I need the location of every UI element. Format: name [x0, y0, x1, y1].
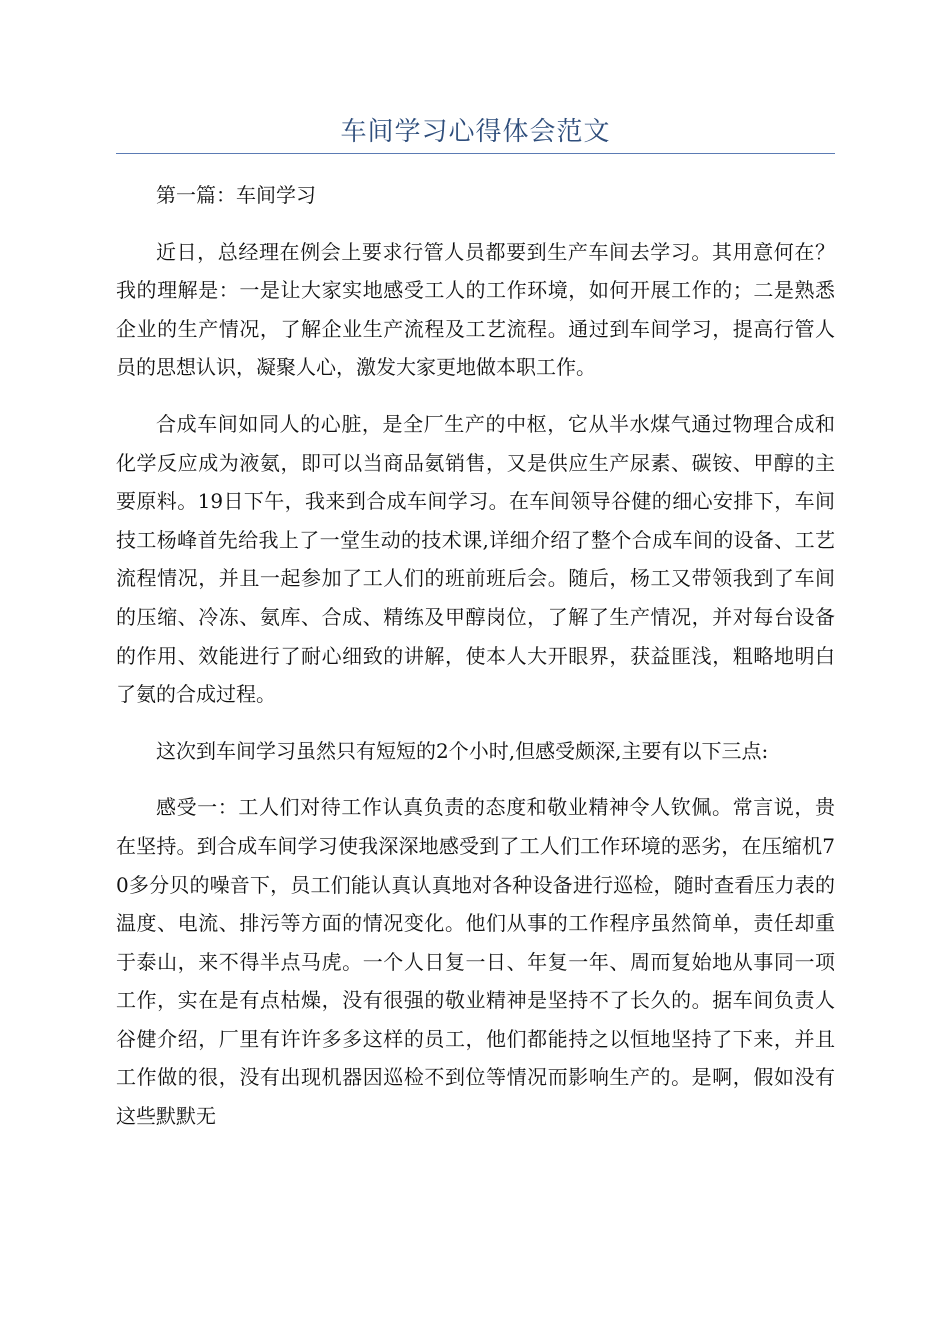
document-body	[116, 176, 835, 1154]
body-paragraph: 合成车间如同人的心脏，是全厂生产的中枢，它从半水煤气通过物理合成和化学反应成为液氨，即可以当商品氨销售，又是供应生产尿素、碳铵、甲醇的主要原料。19日下午，我来到合成车间学习。在车间领导谷健的细心安排下，车间技工杨峰首先给我上了一堂生动的技术课,详细介绍了整个合成车间的设备、工艺流程情况，并且一起参加了工人们的班前班后会。随后，杨工又带领我到了车间的压缩、冷冻、氨库、合成、精练及甲醇岗位，了解了生产情况，并对每台设备的作用、效能进行了耐心细致的讲解，使本人大开眼界，获益匪浅，粗略地明白了氨的合成过程。	[116, 411, 835, 707]
body-paragraph: 近日，总经理在例会上要求行管人员都要到生产车间去学习。其用意何在？我的理解是：一是让大家实地感受工人的工作环境，如何开展工作的；二是熟悉企业的生产情况，了解企业生产流程及工艺流程。通过到车间学习，提高行管人员的思想认识，凝聚人心，激发大家更地做本职工作。	[116, 239, 835, 380]
document-title: 车间学习心得体会范文	[340, 117, 611, 147]
title-underline	[116, 153, 835, 154]
body-paragraph: 感受一：工人们对待工作认真负责的态度和敬业精神令人钦佩。常言说，贵在坚持。到合成车间学习使我深深地感受到了工人们工作环境的恶劣，在压缩机70多分贝的噪音下，员工们能认真认真地对各种设备进行巡检，随时查看压力表的温度、电流、排污等方面的情况变化。他们从事的工作程序虽然简单，责任却重于泰山，来不得半点马虎。一个人日复一日、年复一年、周而复始地从事同一项工作，实在是有点枯燥，没有很强的敬业精神是坚持不了长久的。据车间负责人谷健介绍，厂里有许许多多这样的员工，他们都能持之以恒地坚持了下来，并且工作做的很，没有出现机器因巡检不到位等情况而影响生产的。是啊，假如没有这些默默无	[116, 795, 835, 1129]
section-heading: 第一篇：车间学习	[156, 183, 316, 207]
body-paragraph: 这次到车间学习虽然只有短短的2个小时,但感受颇深,主要有以下三点:	[156, 738, 769, 763]
